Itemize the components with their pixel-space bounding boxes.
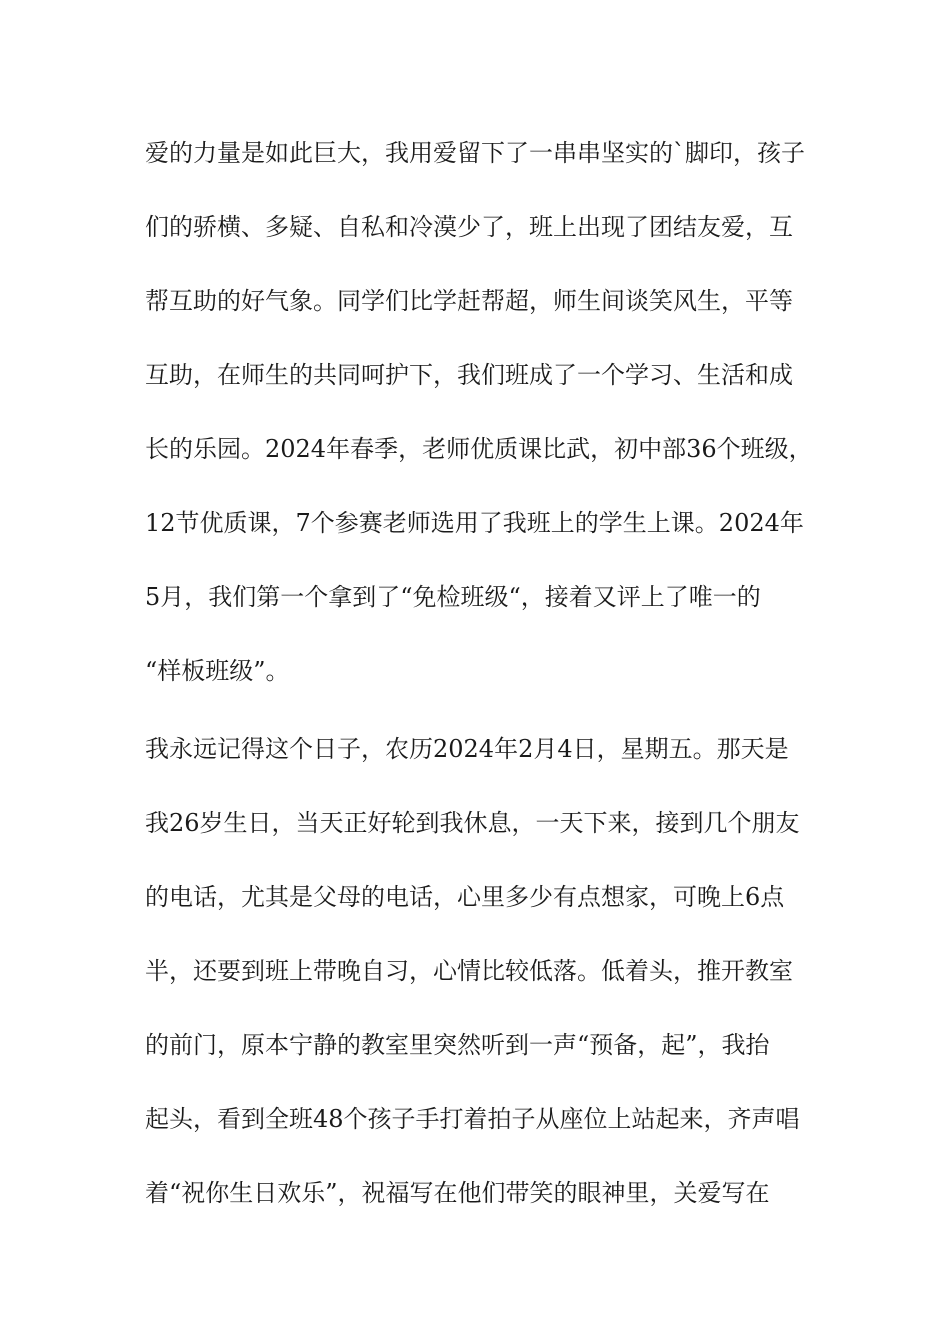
text-line: 长的乐园。2024年春季，老师优质课比武，初中部36个班级， — [145, 435, 813, 463]
text-line: 5月，我们第一个拿到了“免检班级“，接着又评上了唯一的 — [145, 583, 761, 611]
text-line: 互助，在师生的共同呵护下，我们班成了一个学习、生活和成 — [145, 361, 793, 389]
text-line: 半，还要到班上带晚自习，心情比较低落。低着头，推开教室 — [145, 957, 793, 985]
text-line: 的前门，原本宁静的教室里突然听到一声“预备，起”，我抬 — [145, 1031, 770, 1059]
text-line: 我永远记得这个日子，农历2024年2月4日，星期五。那天是 — [145, 735, 789, 763]
text-line: 的电话，尤其是父母的电话，心里多少有点想家，可晚上6点 — [145, 883, 785, 911]
text-line: 帮互助的好气象。同学们比学赶帮超，师生间谈笑风生，平等 — [145, 287, 793, 315]
text-line: 着“祝你生日欢乐”，祝福写在他们带笑的眼神里，关爱写在 — [145, 1179, 770, 1207]
text-line: 爱的力量是如此巨大，我用爱留下了一串串坚实的`脚印，孩子 — [145, 139, 805, 167]
text-line: 我26岁生日，当天正好轮到我休息，一天下来，接到几个朋友 — [145, 809, 800, 837]
text-line: 们的骄横、多疑、自私和冷漠少了，班上出现了团结友爱，互 — [145, 213, 793, 241]
text-line: “样板班级”。 — [145, 657, 290, 685]
text-line: 12节优质课，7个参赛老师选用了我班上的学生上课。2024年 — [145, 509, 804, 537]
text-line: 起头，看到全班48个孩子手打着拍子从座位上站起来，齐声唱 — [145, 1105, 800, 1133]
